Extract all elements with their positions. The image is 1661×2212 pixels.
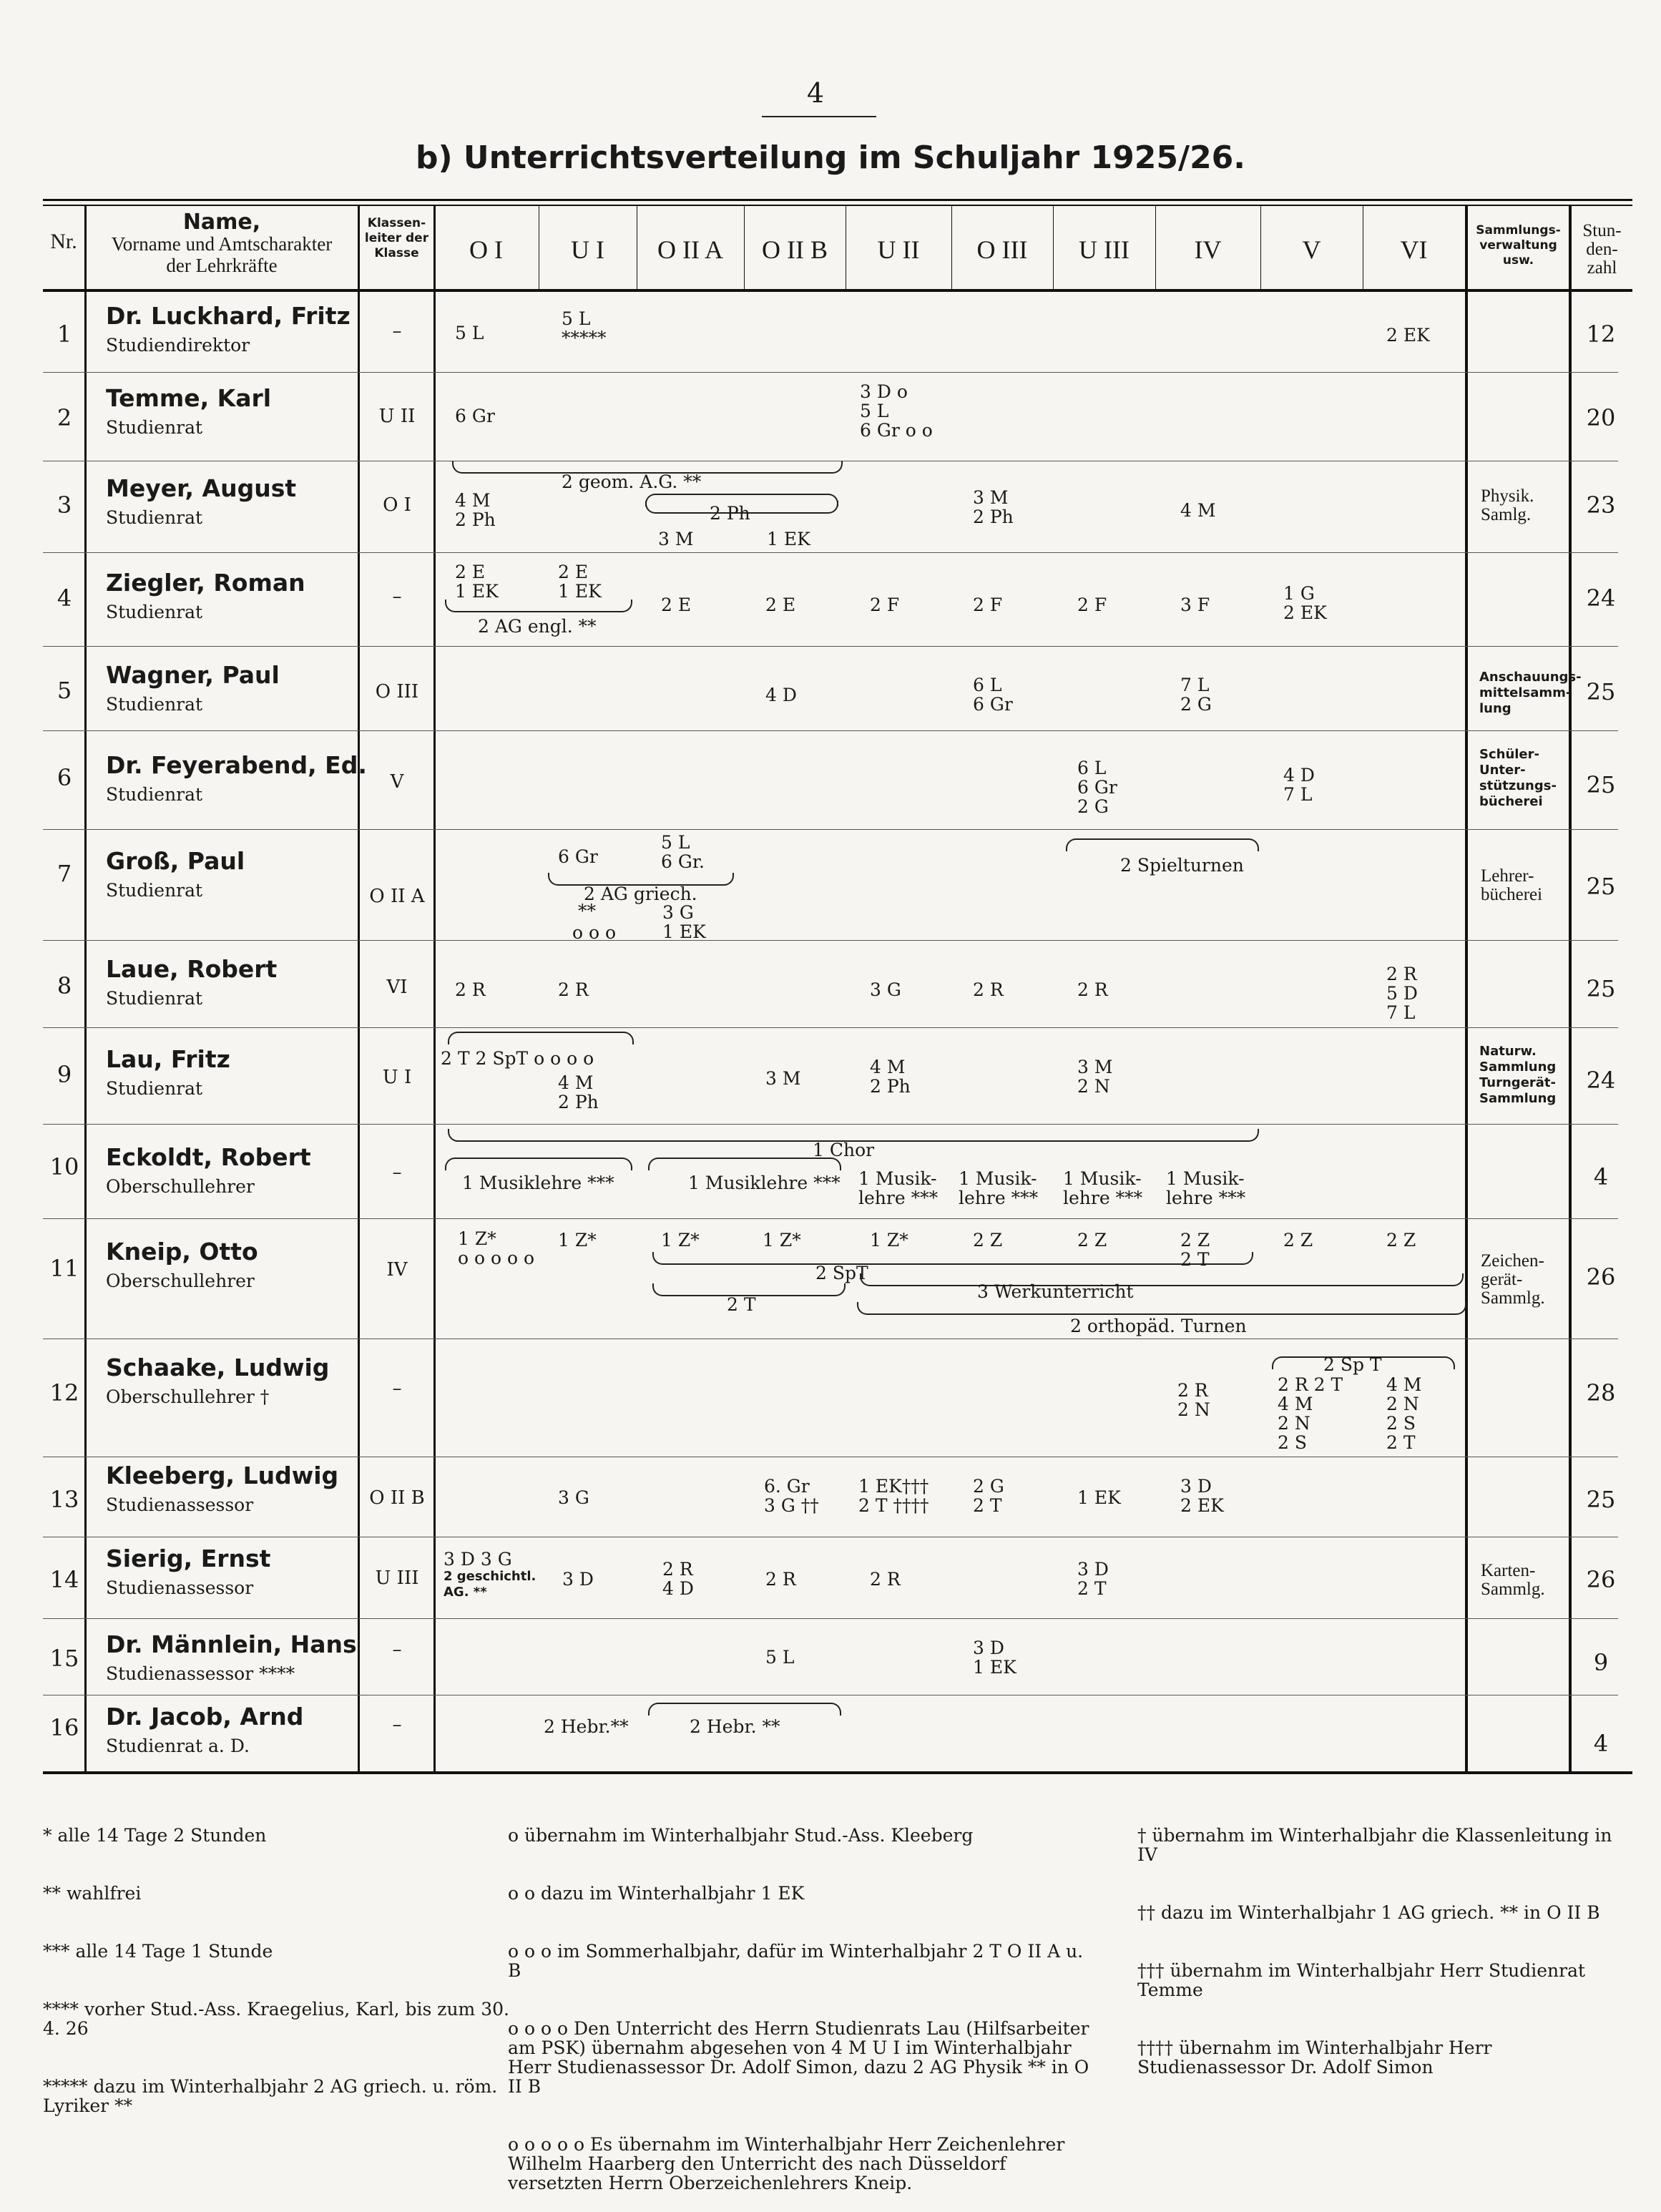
stundenzahl: 9 — [1593, 1649, 1609, 1676]
table-row — [0, 553, 1661, 647]
footnote: **** vorher Stud.-Ass. Kraegelius, Karl, bis zum 30. 4. 26 — [43, 1999, 515, 2039]
header-stunden-1: Stun- — [1582, 221, 1622, 240]
row-nr: 6 — [57, 764, 72, 791]
cell: 2 R — [558, 979, 589, 1000]
footnote: o o dazu im Winterhalbjahr 1 EK — [508, 1883, 805, 1904]
cell: 3 M 2 Ph — [973, 487, 1014, 527]
cell: o o o — [572, 922, 617, 943]
teacher-name: Kleeberg, Ludwig — [106, 1462, 339, 1489]
table-row — [0, 731, 1661, 830]
cell: 4 M 2 Ph — [870, 1057, 911, 1097]
stundenzahl: 12 — [1586, 320, 1616, 348]
sammlung-cell: Anschauungs- mittelsamm- lung — [1479, 670, 1582, 716]
footnote: * alle 14 Tage 2 Stunden — [43, 1825, 267, 1846]
footnote: ** wahlfrei — [43, 1883, 142, 1904]
header-stundenzahl — [1572, 222, 1632, 278]
teacher-name: Meyer, August — [106, 474, 297, 502]
cell: 3 Werkunterricht — [977, 1281, 1134, 1302]
cell: 2 Z — [973, 1230, 1003, 1251]
teacher-rank: Studienrat a. D. — [106, 1736, 250, 1756]
cell: 2 Z 2 T — [1180, 1230, 1210, 1270]
cell: 4 D 7 L — [1283, 765, 1315, 805]
table-row — [0, 830, 1661, 941]
cell: 3 G — [558, 1487, 589, 1508]
teacher-name: Ziegler, Roman — [106, 569, 305, 597]
header-class-oiib: O II B — [762, 235, 828, 264]
row-nr: 10 — [49, 1153, 79, 1180]
cell: 1 EK — [1077, 1487, 1121, 1508]
header-class-iv: IV — [1194, 235, 1222, 264]
sammlung-cell: Physik. Samlg. — [1481, 486, 1534, 524]
teacher-rank: Studienrat — [106, 1078, 203, 1099]
cell: 2 SpT — [815, 1263, 868, 1283]
page-number: 4 — [806, 77, 825, 109]
cell: 2 R 2 N — [1177, 1380, 1210, 1420]
cell: 3 D o 5 L 6 Gr o o — [860, 381, 933, 441]
teacher-rank: Oberschullehrer — [106, 1271, 255, 1291]
cell: 2 Z — [1283, 1230, 1313, 1251]
header-name — [86, 212, 358, 276]
teacher-rank: Studienrat — [106, 507, 203, 528]
row-nr: 4 — [57, 584, 72, 612]
cell: 3 D 2 EK — [1180, 1476, 1224, 1516]
teacher-rank: Studienassessor **** — [106, 1663, 295, 1684]
header-nr: Nr. — [50, 230, 77, 253]
cell: 3 M 2 N — [1077, 1057, 1113, 1097]
stundenzahl: 25 — [1586, 975, 1616, 1002]
klassenleiter: – — [392, 1639, 402, 1660]
klassenleiter: U III — [375, 1567, 419, 1589]
cell: 6 L 6 Gr 2 G — [1077, 758, 1117, 817]
cell: 4 M — [1180, 500, 1216, 521]
cell: 3 M — [658, 529, 694, 549]
teacher-name: Dr. Männlein, Hans — [106, 1630, 357, 1658]
header-sammlung-2: verwaltung — [1479, 238, 1557, 253]
page-number-rule — [762, 116, 876, 117]
footnote: o o o im Sommerhalbjahr, dafür im Winterhalbjahr 2 T O II A u. B — [508, 1941, 1089, 1981]
footnotes-col2 — [508, 1787, 1094, 2212]
teacher-rank: Studienassessor — [106, 1494, 254, 1515]
stundenzahl: 25 — [1586, 771, 1616, 798]
table-row — [0, 373, 1661, 461]
cell: 5 L — [455, 323, 484, 343]
header-class-oiii: O III — [976, 235, 1028, 264]
teacher-name: Groß, Paul — [106, 847, 245, 875]
klassenleiter: – — [392, 1714, 402, 1736]
cell: 1 EK††† 2 T †††† — [858, 1476, 929, 1516]
footnote: *** alle 14 Tage 1 Stunde — [43, 1941, 273, 1962]
brace — [648, 1703, 841, 1716]
cell: 2 R — [870, 1569, 901, 1590]
cell: 2 F — [973, 594, 1003, 615]
klassenleiter: – — [392, 320, 402, 342]
teacher-rank: Studienrat — [106, 988, 203, 1009]
header-klassenleiter-3: Klasse — [374, 246, 419, 260]
teacher-name: Kneip, Otto — [106, 1238, 258, 1266]
teacher-rank: Studienrat — [106, 784, 203, 805]
header-klassenleiter — [360, 216, 433, 261]
sammlung-cell: Lehrer- bücherei — [1481, 866, 1543, 904]
footnote: o übernahm im Winterhalbjahr Stud.-Ass. Kleeberg — [508, 1825, 974, 1846]
brace — [448, 1032, 634, 1044]
cell: 5 L — [765, 1647, 795, 1668]
row-nr: 15 — [49, 1645, 79, 1672]
row-nr: 12 — [49, 1379, 79, 1406]
row-nr: 1 — [57, 320, 72, 348]
header-klassenleiter-1: Klassen- — [367, 216, 426, 230]
footnotes-col3 — [1137, 1787, 1632, 2096]
cell: 1 Z* o o o o o — [458, 1228, 535, 1268]
teacher-name: Temme, Karl — [106, 384, 272, 412]
cell: 6 Gr — [558, 846, 598, 867]
cell: 2 AG griech. — [584, 884, 697, 904]
stundenzahl: 26 — [1586, 1263, 1616, 1291]
header-klassenleiter-2: leiter der — [364, 231, 429, 245]
sammlung-cell: Naturw. Sammlung Turngerät- Sammlung — [1479, 1044, 1557, 1106]
table-bottom-rule — [43, 1771, 1632, 1774]
cell: 2 T — [727, 1294, 756, 1315]
cell: 1 Z* — [870, 1230, 908, 1251]
cell: 2 E 1 EK — [455, 562, 499, 602]
teacher-rank: Studienassessor — [106, 1577, 254, 1598]
cell: 3 D 2 T — [1077, 1559, 1109, 1599]
cell: 6 L 6 Gr — [973, 675, 1013, 715]
row-nr: 11 — [49, 1255, 79, 1282]
cell: 2 E — [765, 594, 796, 615]
cell: 2 R 5 D 7 L — [1386, 964, 1418, 1023]
sammlung-cell: Zeichen- gerät- Sammlg. — [1481, 1251, 1545, 1308]
page-title: b) Unterrichtsverteilung im Schuljahr 1925/26. — [415, 140, 1246, 176]
brace — [445, 1158, 632, 1170]
cell: 2 geschichtl. AG. ** — [444, 1569, 536, 1600]
cell: 3 D 3 G — [444, 1549, 512, 1570]
stundenzahl: 4 — [1593, 1163, 1609, 1190]
cell: 1 Musiklehre *** — [688, 1173, 841, 1193]
klassenleiter: – — [392, 1162, 402, 1183]
brace — [857, 1302, 1466, 1315]
teacher-name: Eckoldt, Robert — [106, 1143, 311, 1171]
cell: 3 D 1 EK — [973, 1638, 1016, 1678]
teacher-name: Wagner, Paul — [106, 661, 280, 689]
cell: ** — [578, 901, 596, 921]
teacher-name: Schaake, Ludwig — [106, 1354, 330, 1381]
cell: 2 orthopäd. Turnen — [1070, 1316, 1247, 1336]
teacher-name: Dr. Luckhard, Fritz — [106, 302, 351, 330]
cell: 7 L 2 G — [1180, 675, 1212, 715]
klassenleiter: O III — [375, 681, 419, 703]
row-nr: 14 — [49, 1566, 79, 1593]
footnote: ***** dazu im Winterhalbjahr 2 AG griech. u. röm. Lyriker ** — [43, 2076, 504, 2116]
cell: 2 Sp T — [1323, 1354, 1382, 1375]
klassenleiter: IV — [386, 1259, 408, 1281]
teacher-name: Dr. Jacob, Arnd — [106, 1703, 304, 1731]
header-sammlung-1: Sammlungs- — [1476, 223, 1561, 238]
header-name-line3: der Lehrkräfte — [166, 255, 278, 276]
row-nr: 5 — [57, 677, 72, 704]
row-nr: 16 — [49, 1714, 79, 1741]
klassenleiter: U II — [378, 406, 416, 427]
cell: 1 Musiklehre *** — [462, 1173, 614, 1193]
row-nr: 13 — [49, 1486, 79, 1513]
teacher-rank: Studienrat — [106, 602, 203, 622]
cell: 2 G 2 T — [973, 1476, 1004, 1516]
cell: 3 G 1 EK — [662, 902, 706, 942]
teacher-rank: Oberschullehrer — [106, 1176, 255, 1197]
teacher-rank: Oberschullehrer † — [106, 1386, 270, 1407]
cell: 1 Z* — [763, 1230, 801, 1251]
brace — [1066, 838, 1259, 851]
teacher-rank: Studiendirektor — [106, 335, 250, 356]
cell: 3 D — [562, 1569, 594, 1590]
stundenzahl: 26 — [1586, 1566, 1616, 1593]
cell: 4 M 2 Ph — [558, 1072, 599, 1112]
cell: 1 Z* — [661, 1230, 700, 1251]
cell: 2 Hebr.** — [544, 1716, 629, 1737]
row-nr: 9 — [57, 1061, 72, 1088]
cell: 2 E 1 EK — [558, 562, 602, 602]
cell: 2 EK — [1386, 325, 1430, 346]
stundenzahl: 25 — [1586, 678, 1616, 705]
brace — [652, 1252, 1253, 1265]
klassenleiter: O I — [383, 494, 411, 516]
cell: 2 AG engl. ** — [478, 616, 597, 637]
stundenzahl: 28 — [1586, 1379, 1616, 1406]
footnote: o o o o o Es übernahm im Winterhalbjahr Herr Zeichenlehrer Wilhelm Haarberg den Unterricht des nach Düsseldorf versetzten Herrn Oberzeichenlehrers Kneip. — [508, 2134, 1071, 2193]
cell: 2 F — [1077, 594, 1107, 615]
klassenleiter: VI — [386, 977, 408, 998]
header-class-oi: O I — [469, 235, 503, 264]
table-top-rule — [43, 199, 1632, 201]
header-class-vi: VI — [1400, 235, 1428, 264]
sammlung-cell: Karten- Sammlg. — [1481, 1561, 1545, 1599]
stundenzahl: 25 — [1586, 1486, 1616, 1513]
cell: 3 G — [870, 979, 901, 1000]
table-top-rule-2 — [43, 205, 1632, 206]
klassenleiter: – — [392, 1378, 402, 1399]
table-row — [0, 1457, 1661, 1537]
footnotes-col1 — [43, 1787, 515, 2135]
table-row — [0, 1028, 1661, 1125]
cell: 3 F — [1180, 594, 1210, 615]
cell: 3 M — [765, 1068, 801, 1089]
header-class-v: V — [1302, 235, 1321, 264]
stundenzahl: 23 — [1586, 491, 1616, 519]
cell: 2 R 2 T 4 M 2 N 2 S — [1278, 1374, 1343, 1453]
header-name-line2: Vorname und Amtscharakter — [111, 233, 333, 255]
teacher-name: Dr. Feyerabend, Ed. — [106, 751, 367, 779]
cell: 2 Spielturnen — [1120, 855, 1244, 876]
cell: 2 R — [1077, 979, 1108, 1000]
teacher-name: Sierig, Ernst — [106, 1545, 271, 1572]
brace — [445, 600, 632, 612]
footnote: o o o o Den Unterricht des Herrn Studienrats Lau (Hilfsarbeiter am PSK) übernahm abgesehen von 4 M U I im Winterhalbjahr Herr Studienassessor Dr. Adolf Simon, dazu 2 AG Physik ** in O II B — [508, 2018, 1095, 2097]
cell: 2 geom. A.G. ** — [562, 471, 702, 492]
header-stunden-3: zahl — [1587, 258, 1617, 278]
teacher-rank: Studienrat — [106, 417, 203, 438]
row-nr: 3 — [57, 491, 72, 519]
table-row — [0, 1619, 1661, 1695]
cell: 1 Musik- lehre *** — [1063, 1168, 1143, 1208]
footnote: †††† übernahm im Winterhalbjahr Herr Studienassessor Dr. Adolf Simon — [1137, 2037, 1498, 2078]
cell: 2 Z — [1077, 1230, 1107, 1251]
cell: 1 Musik- lehre *** — [1166, 1168, 1246, 1208]
klassenleiter: O II B — [369, 1487, 425, 1509]
header-class-oiia: O II A — [657, 235, 723, 264]
row-nr: 7 — [57, 860, 72, 887]
klassenleiter: U I — [382, 1067, 412, 1088]
cell: 1 Musik- lehre *** — [858, 1168, 939, 1208]
teacher-rank: Studienrat — [106, 880, 203, 901]
header-sammlung — [1468, 223, 1569, 268]
table-row — [0, 1537, 1661, 1619]
cell: 6. Gr 3 G †† — [764, 1476, 819, 1516]
klassenleiter: V — [390, 771, 404, 793]
row-nr: 8 — [57, 972, 72, 999]
header-stunden-2: den- — [1586, 240, 1618, 259]
footnote: †† dazu im Winterhalbjahr 1 AG griech. ** in O II B — [1137, 1902, 1600, 1923]
cell: 5 L 6 Gr. — [661, 832, 705, 872]
header-class-uii: U II — [877, 235, 920, 264]
header-sammlung-3: usw. — [1502, 253, 1534, 268]
cell: 2 F — [870, 594, 900, 615]
stundenzahl: 20 — [1586, 404, 1616, 431]
cell: 4 M 2 N 2 S 2 T — [1386, 1374, 1422, 1453]
header-name-line1: Name, — [182, 210, 261, 235]
cell: 1 Musik- lehre *** — [959, 1168, 1039, 1208]
teacher-name: Laue, Robert — [106, 955, 278, 983]
stundenzahl: 25 — [1586, 873, 1616, 900]
cell: 2 R 4 D — [662, 1559, 694, 1599]
klassenleiter: O II A — [369, 886, 425, 907]
cell: 4 M 2 Ph — [455, 490, 496, 530]
cell: 2 Ph — [710, 503, 750, 524]
header-class-ui: U I — [571, 235, 604, 264]
sammlung-cell: Schüler- Unter- stützungs- bücherei — [1479, 747, 1557, 809]
cell: 5 L ***** — [562, 308, 607, 348]
cell: 2 Hebr. ** — [690, 1716, 780, 1737]
cell: 1 EK — [767, 529, 810, 549]
footnote: ††† übernahm im Winterhalbjahr Herr Studienrat Temme — [1137, 1960, 1591, 2000]
cell: 4 D — [765, 685, 797, 705]
stundenzahl: 24 — [1586, 1067, 1616, 1094]
stundenzahl: 4 — [1593, 1730, 1609, 1757]
row-nr: 2 — [57, 404, 72, 431]
brace — [648, 1158, 841, 1170]
brace — [860, 1273, 1464, 1286]
cell: 2 T 2 SpT o o o o — [441, 1048, 594, 1069]
cell: 1 Chor — [813, 1140, 875, 1160]
header-class-uiii: U III — [1079, 235, 1130, 264]
cell: 2 R — [455, 979, 486, 1000]
teacher-name: Lau, Fritz — [106, 1045, 230, 1073]
cell: 2 R — [765, 1569, 796, 1590]
teacher-rank: Studienrat — [106, 694, 203, 715]
cell: 6 Gr — [455, 406, 495, 426]
cell: 2 Z — [1386, 1230, 1416, 1251]
cell: 2 E — [661, 594, 692, 615]
cell: 2 R — [973, 979, 1004, 1000]
klassenleiter: – — [392, 586, 402, 607]
cell: 1 G 2 EK — [1283, 583, 1327, 623]
footnote: † übernahm im Winterhalbjahr die Klassenleitung in IV — [1137, 1825, 1618, 1865]
table-row — [0, 647, 1661, 731]
cell: 1 Z* — [558, 1230, 597, 1251]
stundenzahl: 24 — [1586, 584, 1616, 612]
